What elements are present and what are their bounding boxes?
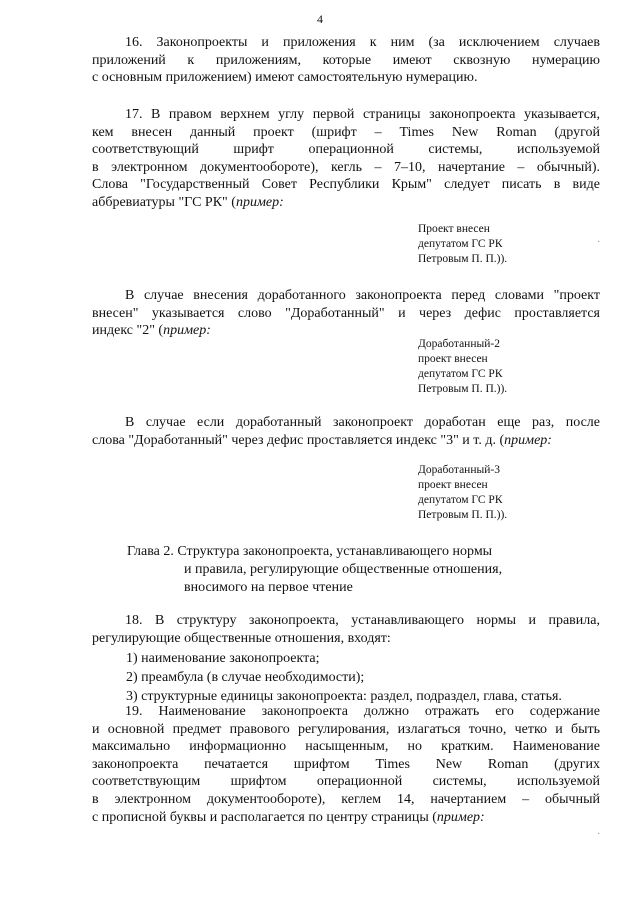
chapter-line-2: и правила, регулирующие общественные отношения, (184, 562, 503, 577)
list-item: 1) наименование законопроекта; (126, 651, 320, 666)
p-revised2-line-1: В случае если доработанный законопроект доработан еще раз, после (125, 415, 600, 430)
sample2-line-3: депутатом ГС РК (418, 368, 503, 380)
chapter-line-1: Глава 2. Структура законопроекта, устанавливающего нормы (127, 544, 493, 559)
p-revised2-example-label: пример: (504, 432, 552, 448)
sample-block-3 (418, 463, 507, 523)
list-item: 3) структурные единицы законопроекта: раздел, подраздел, глава, статья. (126, 689, 562, 704)
sample3-line-1: Доработанный-3 (418, 464, 500, 476)
p-revised-line-1: В случае внесения доработанного законопроекта перед словами "проект (125, 288, 600, 303)
sample3-line-2: проект внесен (418, 479, 488, 491)
p-revised2-line-2 (92, 432, 600, 450)
p-revised-example-label: пример: (163, 323, 211, 339)
sample2-line-1: Доработанный-2 (418, 338, 500, 350)
sample2-line-2: проект внесен (418, 353, 488, 365)
sample1-line-2: депутатом ГС РК (418, 238, 503, 250)
sample-block-2 (418, 337, 507, 397)
sample1-line-1: Проект внесен (418, 223, 490, 235)
p16-line-3: с основным приложением) имеют самостоятельную нумерацию. (92, 70, 478, 86)
sample1-line-3: Петровым П. П.)). (418, 253, 508, 265)
scan-speck: · (597, 237, 601, 248)
p17-line-3: соответствующий шрифт операционной системы, используемой (92, 142, 600, 158)
paragraph-17 (92, 106, 600, 212)
list-item: 2) преамбула (в случае необходимости); (126, 670, 365, 685)
p16-line-1: 16. Законопроекты и приложения к ним (за исключением случаев (125, 35, 600, 50)
sample3-line-4: Петровым П. П.)). (418, 509, 508, 521)
paragraph-revised (92, 287, 600, 340)
p17-line-4: в электронном документообороте), кегль – 7–10, начертание – обычный). (92, 159, 600, 175)
paragraph-18-list (126, 649, 562, 706)
p19-line-5: соответствующим шрифтом операционной системы, используемой (92, 774, 600, 790)
p19-line-2: и основной предмет правового регулирования, излагаться точно, четко и быть (92, 721, 600, 737)
p-revised-line-3-text: индекс "2" ( (92, 323, 164, 339)
scan-speck: · (597, 829, 601, 840)
p-revised-line-3 (92, 322, 600, 340)
p-revised2-line-2-text: слова "Доработанный" через дефис проставляется индекс "3" и т. д. ( (92, 432, 505, 448)
chapter-line-3: вносимого на первое чтение (184, 580, 353, 595)
p19-line-7-text: с прописной буквы и располагается по центру страницы ( (92, 809, 437, 825)
p18-line-2: регулирующие общественные отношения, входят: (92, 630, 391, 646)
p17-line-5: Слова "Государственный Совет Республики Крым" следует писать в виде (92, 177, 600, 193)
chapter-heading (127, 543, 502, 597)
p-revised-line-2: внесен" указывается слово "Доработанный" и через дефис проставляется (92, 305, 600, 321)
p16-line-2: приложений к приложениям, которые имеют сквозную нумерацию (92, 52, 600, 68)
p19-example-label: пример: (436, 809, 485, 825)
paragraph-16 (92, 34, 600, 87)
p17-line-6 (92, 194, 600, 212)
sample2-line-4: Петровым П. П.)). (418, 383, 508, 395)
p19-line-6: в электронном документообороте), кеглем 14, начертанием – обычный (92, 791, 600, 807)
paragraph-18 (92, 612, 600, 647)
p19-line-3: максимально информационно насыщенным, но кратким. Наименование (92, 739, 600, 755)
p17-example-label: пример: (235, 194, 284, 210)
sample3-line-3: депутатом ГС РК (418, 494, 503, 506)
p19-line-1: 19. Наименование законопроекта должно отражать его содержание (125, 704, 600, 719)
page-number: 4 (317, 12, 323, 26)
p17-line-6-text: аббревиатуры "ГС РК" ( (92, 194, 236, 210)
sample-block-1 (418, 222, 507, 267)
p17-line-2: кем внесен данный проект (шрифт – Times New Roman (другой (92, 124, 600, 140)
paragraph-19 (92, 703, 600, 826)
p17-line-1: 17. В правом верхнем углу первой страницы законопроекта указывается, (125, 107, 600, 122)
p19-line-4: законопроекта печатается шрифтом Times New Roman (других (92, 756, 600, 772)
p18-line-1: 18. В структуру законопроекта, устанавливающего нормы и правила, (125, 613, 600, 628)
paragraph-revised-2 (92, 414, 600, 449)
p19-line-7 (92, 809, 600, 827)
